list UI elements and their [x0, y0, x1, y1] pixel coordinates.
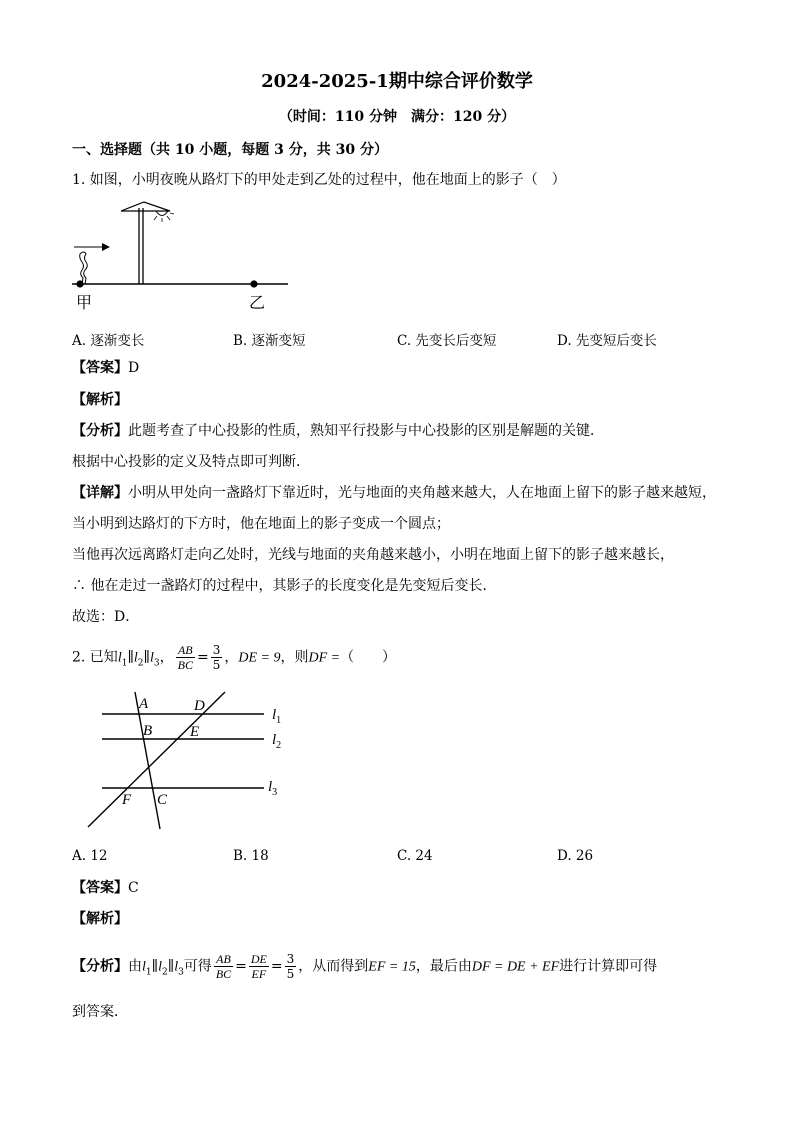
- q2-fenxi-frac1: [214, 952, 233, 981]
- q2-option-b: B. 18: [233, 848, 269, 864]
- label-b: B: [143, 723, 153, 739]
- q1-fenxi-text: 此题考查了中心投影的性质，熟知平行投影与中心投影的区别是解题的关键．: [128, 423, 604, 439]
- q2-fenxi-frac2: [249, 952, 269, 981]
- q2-fenxi-e: 进行计算即可得: [559, 958, 658, 975]
- q1-option-a: A. 逐渐变长: [72, 333, 145, 349]
- l3-sub: 3: [272, 787, 278, 798]
- q1-xiangjie-label: 【详解】: [72, 485, 128, 501]
- lamp-head: [121, 202, 170, 211]
- q1-analysis-label: 【解析】: [72, 392, 128, 408]
- q2-l2-sub: 2: [137, 658, 144, 669]
- q2-fenxi-l1: l: [142, 959, 146, 975]
- q1-label-yi: 乙: [249, 293, 266, 312]
- section-heading: 一、选择题（共 10 小题，每题 3 分，共 30 分）: [72, 142, 388, 158]
- q2-fenxi-par1: ∥: [151, 958, 159, 975]
- fenxi-frac2-den: EF: [251, 967, 267, 981]
- q2-fenxi-label: 【分析】: [72, 958, 128, 975]
- value-numerator: 3: [212, 643, 221, 657]
- q1-conclusion: 故选：D．: [72, 609, 140, 625]
- q2-fenxi-par2: ∥: [167, 958, 175, 975]
- label-c: C: [157, 792, 168, 808]
- label-l2: [272, 732, 281, 751]
- q2-stem-suffix: ，则: [280, 649, 309, 666]
- q2-fenxi-l1-sub: 1: [145, 967, 152, 978]
- point-end: [250, 280, 257, 287]
- q2-fenxi-eq2: =: [270, 958, 283, 975]
- q2-fenxi-a: 由: [128, 958, 142, 975]
- q2-parallel-2: ∥: [143, 649, 150, 666]
- q2-analysis-label: 【解析】: [72, 911, 128, 927]
- q2-fenxi-end: 到答案．: [72, 1004, 128, 1020]
- q2-equals: =: [196, 649, 209, 666]
- page-subtitle: （时间：110 分钟 满分：120 分）: [278, 109, 516, 125]
- q1-fenxi: [72, 422, 604, 440]
- q2-stem-prefix: 2. 已知: [72, 649, 118, 666]
- value-denominator: 5: [212, 658, 221, 672]
- q2-option-c: C. 24: [397, 848, 433, 864]
- q1-answer-value: D: [128, 360, 140, 376]
- q2-option-a: A. 12: [72, 848, 108, 864]
- q2-answer-value: C: [128, 880, 139, 896]
- q2-parallel-lines-figure: [82, 688, 292, 833]
- q1-stem: 1. 如图，小明夜晚从路灯下的甲处走到乙处的过程中，他在地面上的影子（ ）: [72, 172, 566, 188]
- fenxi-frac1-den: BC: [215, 967, 232, 981]
- q1-xiangjie-4: ∴ 他在走过一盏路灯的过程中，其影子的长度变化是先变短后变长．: [72, 578, 497, 594]
- q2-value-fraction: [211, 643, 223, 672]
- q2-fenxi-d: ，最后由: [415, 958, 472, 975]
- q1-fenxi-label: 【分析】: [72, 423, 128, 439]
- frac-denominator: BC: [177, 658, 193, 672]
- q2-fenxi-l2: l: [158, 959, 162, 975]
- q2-fenxi-l3: l: [174, 959, 179, 975]
- q2-l1: l: [117, 650, 122, 666]
- q2-l3-sub: 3: [153, 658, 160, 669]
- point-start: [76, 280, 83, 287]
- q2-option-d: D. 26: [557, 848, 594, 864]
- q1-xiangjie-2: 当小明到达路灯的下方时，他在地面上的影子变成一个圆点；: [72, 516, 450, 532]
- label-a: A: [139, 696, 149, 712]
- q2-fenxi-l3-sub: 3: [178, 967, 184, 978]
- label-f: F: [122, 792, 132, 808]
- label-e: E: [190, 724, 200, 740]
- q2-ratio-fraction: [176, 643, 195, 672]
- l1-text: l: [272, 707, 277, 723]
- fenxi-frac1-num: AB: [214, 952, 233, 967]
- q2-fenxi-c: ，从而得到: [298, 958, 369, 975]
- q1-xiangjie-1: 小明从甲处向一盏路灯下靠近时，光与地面的夹角越来越大，人在地面上留下的影子越来越短，: [128, 485, 716, 501]
- l3-text: l: [268, 779, 273, 795]
- q1-option-b: B. 逐渐变短: [233, 333, 306, 349]
- q2-df: DF =: [308, 650, 341, 666]
- label-l3: [268, 779, 277, 798]
- q1-answer: [72, 359, 139, 377]
- q1-label-jia: 甲: [76, 293, 93, 312]
- l2-sub: 2: [276, 740, 282, 751]
- q2-fenxi-frac3: [285, 952, 297, 981]
- label-l1: [272, 707, 281, 726]
- q1-option-d: D. 先变短后变长: [557, 333, 657, 349]
- q1-option-c: C. 先变长后变短: [397, 333, 497, 349]
- q2-answer-label: 【答案】: [72, 880, 128, 896]
- q1-answer-label: 【答案】: [72, 360, 128, 376]
- q2-l1-sub: 1: [121, 658, 128, 669]
- q2-answer: [72, 879, 139, 897]
- page-title: 2024-2025-1期中综合评价数学: [261, 71, 533, 92]
- q2-fenxi-df-sum: DF = DE + EF: [471, 959, 560, 975]
- q1-xiangjie: [72, 484, 716, 502]
- q2-parallel-1: ∥: [127, 649, 134, 666]
- l2-text: l: [272, 732, 277, 748]
- walk-direction-arrow: [74, 243, 110, 251]
- q2-fenxi-l2-sub: 2: [161, 967, 168, 978]
- person-figure: [80, 252, 88, 284]
- q2-fenxi-ef: EF = 15: [368, 959, 416, 975]
- label-d: D: [194, 698, 205, 714]
- q2-fenxi: [72, 952, 657, 986]
- q1-xiangjie-3: 当他再次远离路灯走向乙处时，光线与地面的夹角越来越小，小明在地面上留下的影子越来越长，: [72, 547, 674, 563]
- q2-fenxi-b: 可得: [183, 958, 212, 975]
- q2-l2: l: [133, 650, 138, 666]
- q2-blank: （ ）: [340, 649, 397, 666]
- fenxi-frac2-num: DE: [250, 952, 267, 966]
- l1-sub: 1: [276, 715, 282, 726]
- q2-fenxi-eq1: =: [235, 958, 247, 975]
- q2-de: DE = 9: [238, 650, 281, 666]
- lamp-bulb-icon: [154, 211, 174, 222]
- q2-l3: l: [150, 650, 154, 666]
- fenxi-frac3-den: 5: [286, 967, 295, 981]
- frac-numerator: AB: [176, 643, 195, 658]
- q1-fenxi-2: 根据中心投影的定义及特点即可判断．: [72, 454, 310, 470]
- q2-stem: 2. 已知$l_1\parallel l_2\parallel l_3$， $\frac{AB}{BC}$ = $\frac{3}{5}$ ，DE = 9，则DF =（ ）: [72, 643, 397, 672]
- fenxi-frac3-num: 3: [286, 952, 295, 966]
